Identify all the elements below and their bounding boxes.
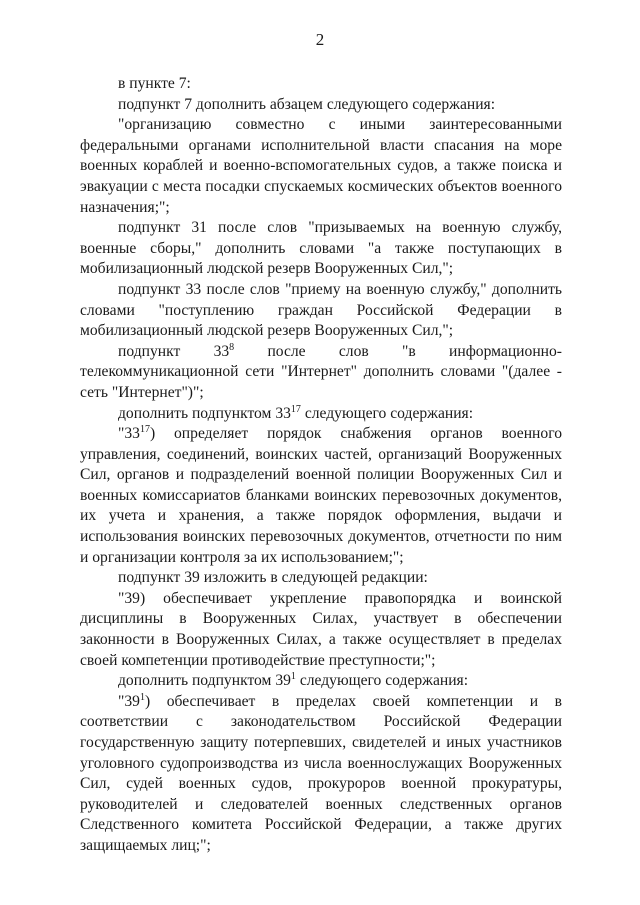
paragraph-quote-39-1 [80,692,562,857]
page-number: 2 [315,30,325,49]
text-before: "33 [118,425,140,443]
text-after: ) определяет порядок снабжения органов военного управления, соединений, воинских частей, организаций Вооруженных Сил, органов и подразделений военной полиции Вооруженных Сил и военных комиссариатов бланками воинских перевозочных документов, их учета и хранения, а также порядок оформления, выдачи и использования воинских перевозочных документов, отчетности по ним и организации контроля за их использованием;"; [80,425,562,566]
text-after: после слов "в информационно-телекоммуникационной сети "Интернет" дополнить словами "(далее - сеть "Интернет")"; [80,342,562,401]
text-after: следующего содержания: [295,672,469,690]
paragraph-add-39-1 [80,671,562,692]
superscript: 17 [290,403,301,415]
text-after: следующего содержания: [300,404,474,422]
paragraph-quote-rescue: "организацию совместно с иными заинтересованными федеральными органами исполнительной власти спасания на море военных кораблей и военно-вспомогательных судов, а также поиска и эвакуации с места посадки спускаемых космических объектов военного назначения;"; [80,116,562,216]
paragraph-subitem-33-8 [80,342,562,404]
paragraph-subitem-31: подпункт 31 после слов "призываемых на военную службу, военные сборы," дополнить словами "а также поступающих в мобилизационный людской резерв Вооруженных Сил,"; [80,219,562,278]
text-after: ) обеспечивает в пределах своей компетенции и в соответствии с законодательством Российской Федерации государственную защиту потерпевших, свидетелей и иных участников уголовного судопроизводства из числа военнослужащих Вооруженных Сил, судей военных судов, прокуроров военной прокуратуры, руководителей и следователей военных следственных органов Следственного комитета Российской Федерации, а также других защищаемых лиц;"; [80,692,562,854]
superscript: 17 [139,424,150,436]
paragraph-quote-33-17 [80,424,562,568]
text-before: подпункт 33 [118,342,230,360]
superscript: 8 [229,341,235,353]
paragraph-add-33-17 [80,404,562,425]
text-before: дополнить подпунктом 33 [118,404,291,422]
paragraph-item-7-intro: в пункте 7: [118,75,191,92]
paragraph-subitem-39: подпункт 39 изложить в следующей редакции: [118,569,428,587]
text-before: дополнить подпунктом 39 [118,672,291,690]
document-body [80,74,562,857]
paragraph-subitem-33: подпункт 33 после слов "приему на военную службу," дополнить словами "поступлению граждан Российской Федерации в мобилизационный людской резерв Вооруженных Сил,"; [80,280,562,340]
paragraph-subitem-7: подпункт 7 дополнить абзацем следующего содержания: [118,95,496,113]
superscript: 1 [290,671,296,683]
text-before: "39 [118,692,140,710]
superscript: 1 [139,691,145,703]
paragraph-quote-39: "39) обеспечивает укрепление правопорядка и воинской дисциплины в Вооруженных Силах, участвует в обеспечении законности в Вооруженных Силах, а также осуществляет в пределах своей компетенции противодействие преступности;"; [80,589,562,669]
